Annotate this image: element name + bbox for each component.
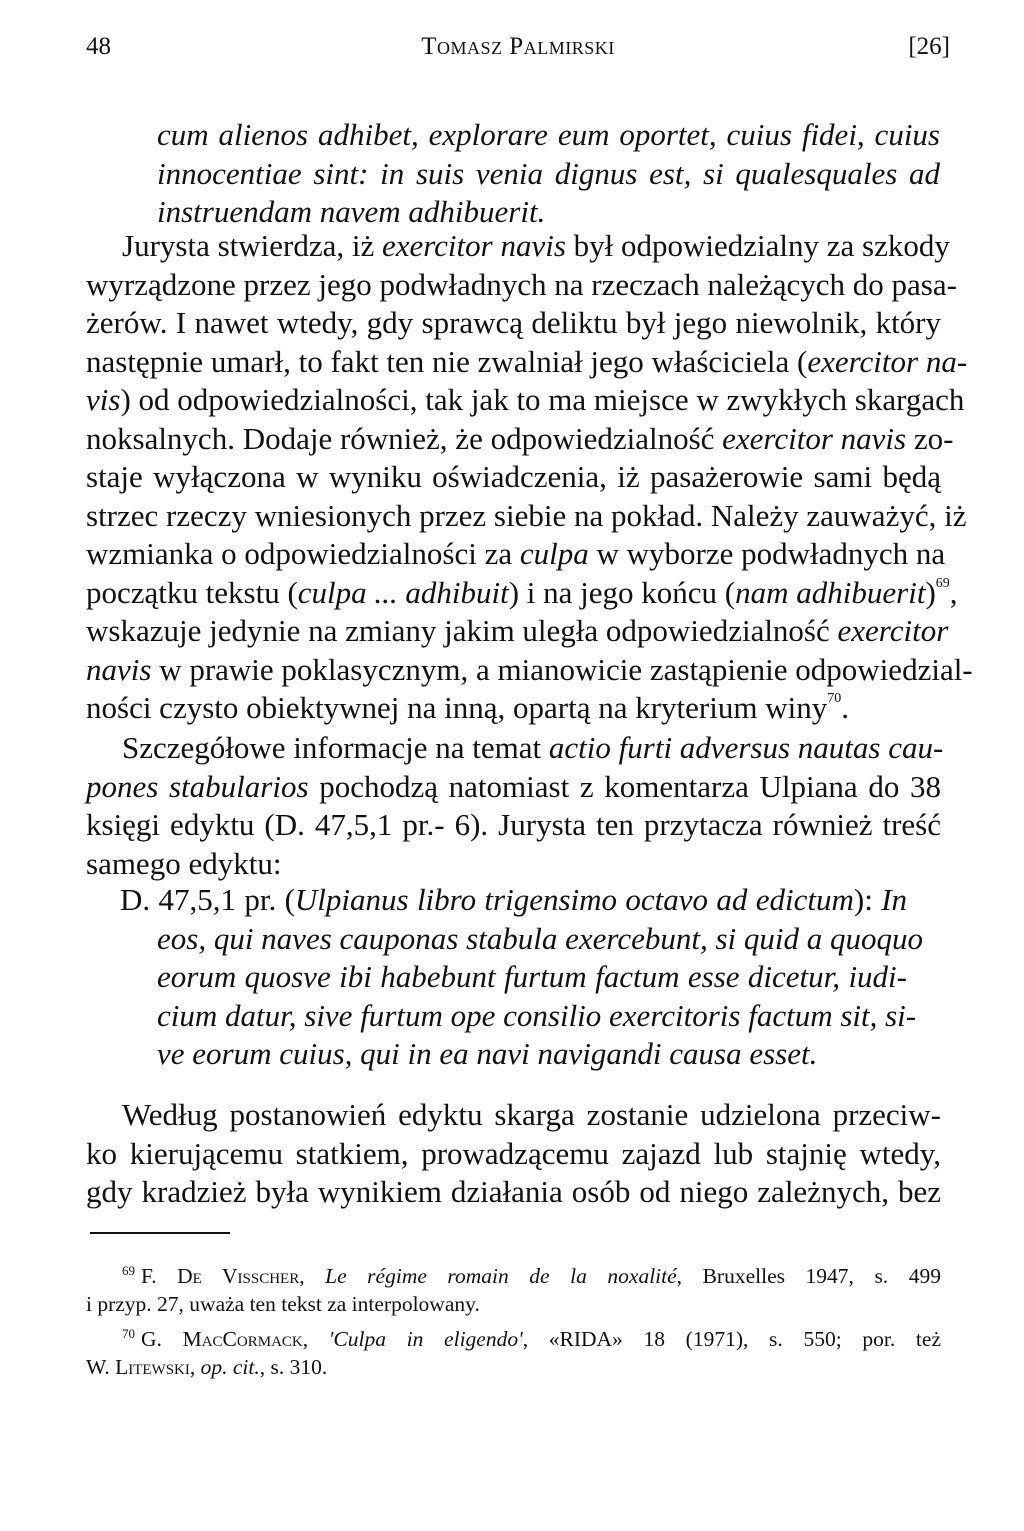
running-author: Tomasz Palmirski — [421, 33, 615, 60]
text-line: ności czysto obiektywnej na inną, opartą na kryterium winy$^{70}$. — [86, 690, 849, 725]
footnote-70 — [86, 1325, 941, 1381]
text-line: wyrządzone przez jego podwładnych na rzeczach należących do pasa- — [86, 266, 957, 302]
text-line: samego edyktu: — [86, 845, 282, 881]
text-line: D. 47,5,1 pr. (Ulpianus libro trigensimo octavo ad edictum): In — [120, 882, 908, 917]
text-line: vis) od odpowiedzialności, tak jak to ma miejsce w zwykłych skargach — [86, 382, 965, 417]
footnote-divider — [90, 1232, 230, 1234]
text-line: instruendam navem adhibuerit. — [157, 194, 546, 229]
footnote-mark: 70 — [122, 1326, 135, 1341]
latin-quote-1 — [157, 116, 940, 232]
text-line: Szczegółowe informacje na temat actio furti adversus nautas cau- — [122, 730, 944, 765]
footnote-line: $^{69}$ F. De Visscher, Le régime romain de la noxalité, Bruxelles 1947, s. 499 — [122, 1263, 941, 1288]
page-number: 48 — [86, 33, 111, 60]
footnote-ref-70[interactable]: 70 — [827, 691, 842, 706]
text-line: żerów. I nawet wtedy, gdy sprawcą deliktu był jego niewolnik, który — [86, 305, 941, 340]
text-line: eos, qui naves cauponas stabula exercebunt, si quid a quoquo — [157, 920, 923, 956]
text-line: eorum quosve ibi habebunt furtum factum esse dicetur, iudi- — [157, 959, 907, 994]
footnote-ref-69[interactable]: 69 — [935, 575, 950, 591]
section-number: [26] — [908, 33, 950, 60]
text-line: wskazuje jedynie na zmiany jakim uległa odpowiedzialność exercitor — [86, 613, 949, 648]
text-line: gdy kradzież była wynikiem działania osób od niego zależnych, bez — [86, 1174, 941, 1209]
text-line: pones stabularios pochodzą natomiast z komentarza Ulpiana do 38 — [86, 768, 941, 804]
text-line: noksalnych. Dodaje również, że odpowiedzialność exercitor navis zo- — [86, 420, 954, 456]
text-line: początku tekstu (culpa ... adhibuit) i na jego końcu (nam adhibuerit)$^{69}$, — [86, 574, 958, 610]
text-line: ko kierującemu statkiem, prowadzącemu zajazd lub stajnię wtedy, — [86, 1135, 941, 1171]
footnote-line: W. Litewski, op. cit., s. 310. — [86, 1355, 328, 1379]
body-paragraph-1 — [86, 227, 973, 728]
text-line: staje wyłączona w wyniku oświadczenia, iż pasażerowie sami będą — [86, 459, 941, 494]
text-line: następnie umarł, to fakt ten nie zwalniał jego właściciela (exercitor na- — [86, 343, 968, 379]
text-line: cium datur, sive furtum ope consilio exercitoris factum sit, si- — [157, 997, 917, 1033]
text-line: Według postanowień edyktu skarga zostanie udzielona przeciw- — [122, 1097, 941, 1132]
text-line: Jurysta stwierdza, iż exercitor navis był odpowiedzialny za szkody — [122, 228, 950, 263]
text-line: ve eorum cuius, qui in ea navi navigandi causa esset. — [157, 1036, 818, 1071]
body-paragraph-2 — [86, 729, 944, 883]
footnote-line: $^{70}$ G. MacCormack, 'Culpa in eligendo', «RIDA» 18 (1971), s. 550; por. też — [122, 1326, 941, 1351]
text-line: innocentiae sint: in suis venia dignus est, si qualesquales ad — [157, 155, 940, 191]
body-paragraph-3 — [86, 1096, 941, 1212]
text-line: cum alienos adhibet, explorare eum oportet, cuius fidei, cuius — [157, 117, 940, 152]
text-line: navis w prawie poklasycznym, a mianowicie zastąpienie odpowiedzial- — [86, 651, 973, 687]
text-line: księgi edyktu (D. 47,5,1 pr.- 6). Jurysta ten przytacza również treść — [86, 807, 941, 842]
footnote-mark: 69 — [122, 1263, 135, 1278]
text-line: wzmianka o odpowiedzialności za culpa w wyborze podwładnych na — [86, 536, 946, 571]
digest-quote — [120, 881, 923, 1074]
footnote-69 — [86, 1262, 941, 1318]
running-header — [86, 33, 950, 69]
text-line: strzec rzeczy wniesionych przez siebie na pokład. Należy zauważyć, iż — [86, 497, 967, 533]
footnote-line: i przyp. 27, uważa ten tekst za interpolowany. — [86, 1292, 480, 1316]
